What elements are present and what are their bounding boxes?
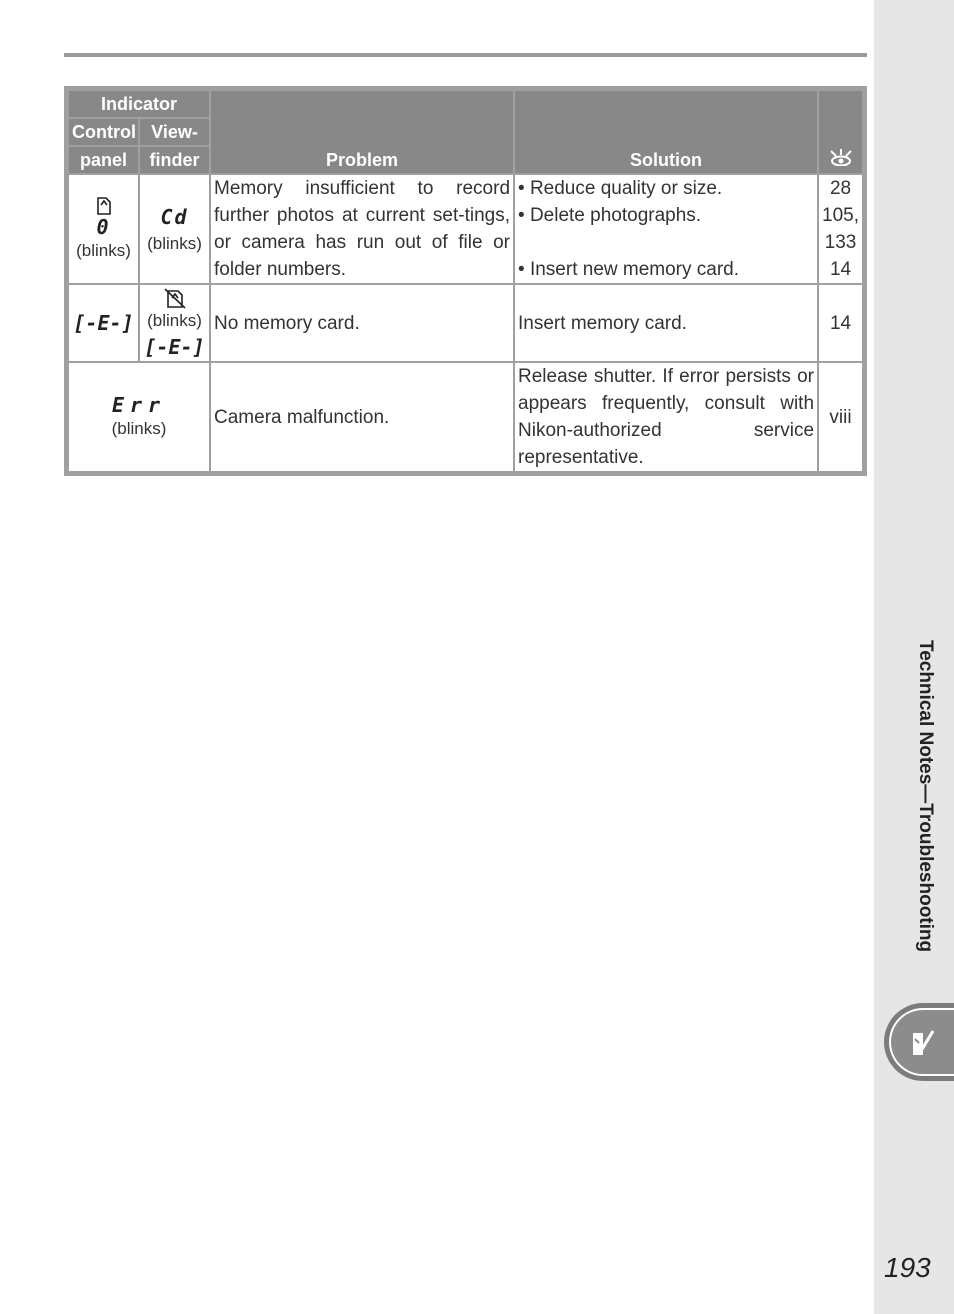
- page-ref: 28: [829, 178, 852, 199]
- viewfinder-symbol: Cd: [160, 205, 189, 229]
- control-panel-header-1: Control: [68, 118, 139, 146]
- table-row: [68, 284, 863, 362]
- viewfinder-header-2: finder: [139, 146, 210, 174]
- viewfinder-cell: [139, 174, 210, 284]
- control-panel-header-2: panel: [68, 146, 139, 174]
- viewfinder-cell: [139, 284, 210, 362]
- solution-cell: Insert memory card.: [514, 284, 818, 362]
- section-title: Technical Notes—Troubleshooting: [915, 640, 936, 953]
- page-ref-header: [818, 90, 863, 174]
- page-ref-cell: [818, 174, 863, 284]
- top-rule: [64, 53, 867, 57]
- no-memory-card-icon: [162, 287, 188, 309]
- page-ref: 133: [824, 232, 857, 253]
- problem-cell: No memory card.: [210, 284, 514, 362]
- page-ref: 14: [829, 259, 852, 280]
- page-reference-icon: [829, 148, 853, 166]
- technical-notes-icon: [907, 1027, 937, 1059]
- table-row: [68, 174, 863, 284]
- error-symbol: Err: [111, 393, 167, 417]
- control-panel-symbol: [-E-]: [73, 311, 134, 335]
- section-tab: [884, 1003, 954, 1081]
- solution-item: • Reduce quality or size.: [518, 175, 814, 202]
- page-number: 193: [884, 1252, 931, 1283]
- blinks-note: (blinks): [111, 419, 167, 438]
- solution-item: • Delete photographs.: [518, 202, 814, 229]
- table-row: [68, 362, 863, 472]
- solution-item: • Insert new memory card.: [518, 256, 814, 283]
- control-panel-cell: [68, 174, 139, 284]
- blinks-note: (blinks): [76, 241, 131, 260]
- blinks-note: (blinks): [147, 234, 202, 253]
- viewfinder-symbol: [-E-]: [144, 335, 205, 359]
- blinks-note: (blinks): [147, 311, 202, 330]
- control-panel-cell: [68, 284, 139, 362]
- control-panel-symbol: 0: [96, 215, 111, 239]
- solution-header: Solution: [514, 90, 818, 174]
- troubleshooting-table: [64, 86, 867, 476]
- problem-cell: Camera malfunction.: [210, 362, 514, 472]
- page-ref: 105,: [822, 205, 859, 226]
- page-ref-cell: viii: [818, 362, 863, 472]
- indicator-cell: [68, 362, 210, 472]
- viewfinder-header-1: View-: [139, 118, 210, 146]
- solution-cell: [514, 174, 818, 284]
- page-ref-cell: 14: [818, 284, 863, 362]
- memory-card-icon: [96, 197, 112, 215]
- problem-cell: Memory insufficient to record further photos at current set-tings, or camera has run out of file or folder numbers.: [210, 174, 514, 284]
- indicator-header: Indicator: [68, 90, 210, 118]
- problem-header: Problem: [210, 90, 514, 174]
- solution-cell: Release shutter. If error persists or appears frequently, consult with Nikon-authorized service representative.: [514, 362, 818, 472]
